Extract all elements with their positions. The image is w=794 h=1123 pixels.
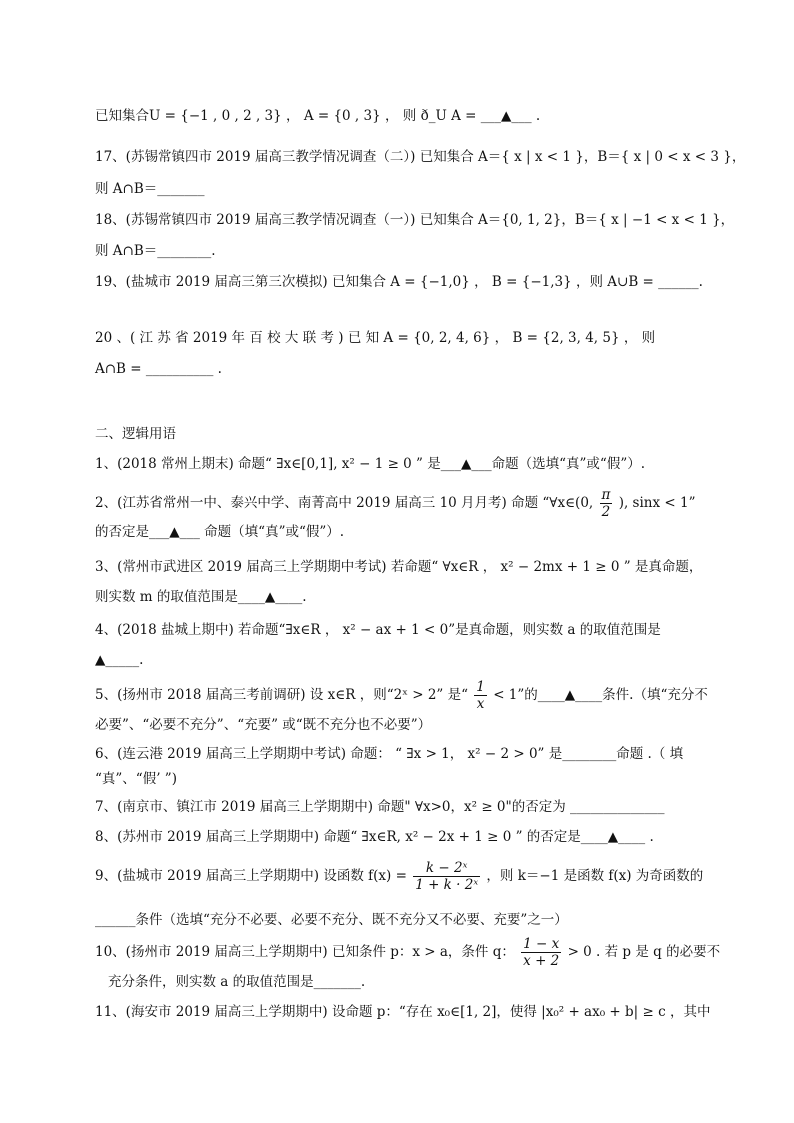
q9-fraction <box>413 860 480 893</box>
question-18: 18、(苏锡常镇四市 2019 届高三教学情况调查（一）) 已知集合 A＝{0, 1, 2}，B＝{ x | −1 < x < 1 }， <box>95 212 735 228</box>
q2-fraction <box>600 487 613 520</box>
q10-text-post: > 0 . 若 p 是 q 的必要不 <box>567 944 721 960</box>
q9-fraction-denominator: 1 + k · 2ˣ <box>415 877 479 893</box>
question-17: 17、(苏锡常镇四市 2019 届高三教学情况调查（二）) 已知集合 A＝{ x | x < 1 }，B＝{ x | 0 < x < 3 }， <box>95 149 746 165</box>
logic-question-3-cont: 则实数 m 的取值范围是____▲____. <box>95 589 307 605</box>
q5-text-post: < 1”的____▲____条件.（填“充分不 <box>493 687 708 703</box>
logic-question-9 <box>95 856 703 896</box>
section-heading-logic: 二、逻辑用语 <box>95 426 176 442</box>
logic-question-3: 3、(常州市武进区 2019 届高三上学期期中考试) 若命题“ ∀x∈R ， x² − 2mx + 1 ≥ 0 ” 是真命题， <box>95 559 703 575</box>
q9-fraction-numerator: k − 2ˣ <box>413 860 480 877</box>
logic-question-8: 8、(苏州市 2019 届高三上学期期中) 命题“ ∃x∈R, x² − 2x + 1 ≥ 0 ” 的否定是____▲____ . <box>95 829 654 845</box>
logic-question-10-cont: 充分条件，则实数 a 的取值范围是_______. <box>108 974 366 990</box>
logic-question-4-cont: ▲_____. <box>95 652 144 668</box>
question-20-answer-line: A∩B = __________ . <box>95 361 222 377</box>
logic-question-5 <box>95 676 708 714</box>
logic-question-11: 11、(海安市 2019 届高三上学期期中) 设命题 p：“存在 x₀∈[1, 2]，使得 |x₀² + ax₀ + b| ≥ c ，其中 <box>95 1004 711 1020</box>
question-17-answer-line: 则 A∩B＝_______ <box>95 181 205 197</box>
q10-fraction-denominator: x + 2 <box>523 953 560 969</box>
q10-fraction-numerator: 1 − x <box>523 936 560 952</box>
q5-fraction-numerator: 1 <box>476 679 485 695</box>
q9-text-pre: 9、(盐城市 2019 届高三上学期期中) 设函数 f(x) = <box>95 868 412 884</box>
logic-question-6-cont: “真”、“假’ ”) <box>95 771 177 787</box>
q5-fraction <box>474 679 487 712</box>
logic-question-5-cont: 必要”、“必要不充分”、“充要” 或“既不充分也不必要”） <box>95 717 432 733</box>
logic-question-1: 1、(2018 常州上期末) 命题“ ∃x∈[0,1], x² − 1 ≥ 0 ” 是___▲___命题（选填“真”或“假”）. <box>95 456 646 472</box>
q5-fraction-denominator: x <box>476 696 485 712</box>
logic-question-2 <box>95 484 695 522</box>
question-18-answer-line: 则 A∩B＝________. <box>95 243 216 259</box>
q2-fraction-numerator: π <box>601 487 611 503</box>
question-20: 20 、( 江 苏 省 2019 年 百 校 大 联 考 ) 已 知 A = {0, 2, 4, 6} ， B = {2, 3, 4, 5} ， 则 <box>95 330 656 346</box>
q2-fraction-denominator: 2 <box>601 504 611 520</box>
q2-text-post: ), sinx < 1” <box>618 495 696 511</box>
q10-text-pre: 10、(扬州市 2019 届高三上学期期中) 已知条件 p：x > a，条件 q： <box>95 944 515 960</box>
question-19: 19、(盐城市 2019 届高三第三次模拟) 已知集合 A = {−1,0} ， B = {−1,3} ，则 A∪B = ______. <box>95 274 703 290</box>
logic-question-2-cont: 的否定是___▲___ 命题（填“真”或“假”）. <box>95 524 345 540</box>
q9-text-post: ，则 k＝−1 是函数 f(x) 为奇函数的 <box>486 868 704 884</box>
q5-text-pre: 5、(扬州市 2018 届高三考前调研) 设 x∈R ，则“2ˣ > 2” 是“ <box>95 687 468 703</box>
logic-question-10 <box>95 932 720 972</box>
logic-question-7: 7、(南京市、镇江市 2019 届高三上学期期中) 命题" ∀x>0，x² ≥ 0"的否定为 ______________ <box>95 799 665 815</box>
text-line-set-complement: 已知集合U = {−1 , 0 , 2 , 3} ， A = {0 , 3} ， 则 ð_U A = ___▲___ . <box>95 108 541 124</box>
logic-question-9-cont: ______条件（选填“充分不必要、必要不充分、既不充分又不必要、充要”之一） <box>95 912 568 928</box>
q2-text-pre: 2、(江苏省常州一中、泰兴中学、南菁高中 2019 届高三 10 月月考) 命题 “∀x∈(0, <box>95 495 594 511</box>
q10-fraction <box>521 936 561 969</box>
logic-question-4: 4、(2018 盐城上期中) 若命题“∃x∈R ， x² − ax + 1 < 0”是真命题，则实数 a 的取值范围是 <box>95 622 661 638</box>
logic-question-6: 6、(连云港 2019 届高三上学期期中考试) 命题： “ ∃x > 1， x² − 2 > 0” 是________命题 .（ 填 <box>95 746 684 762</box>
